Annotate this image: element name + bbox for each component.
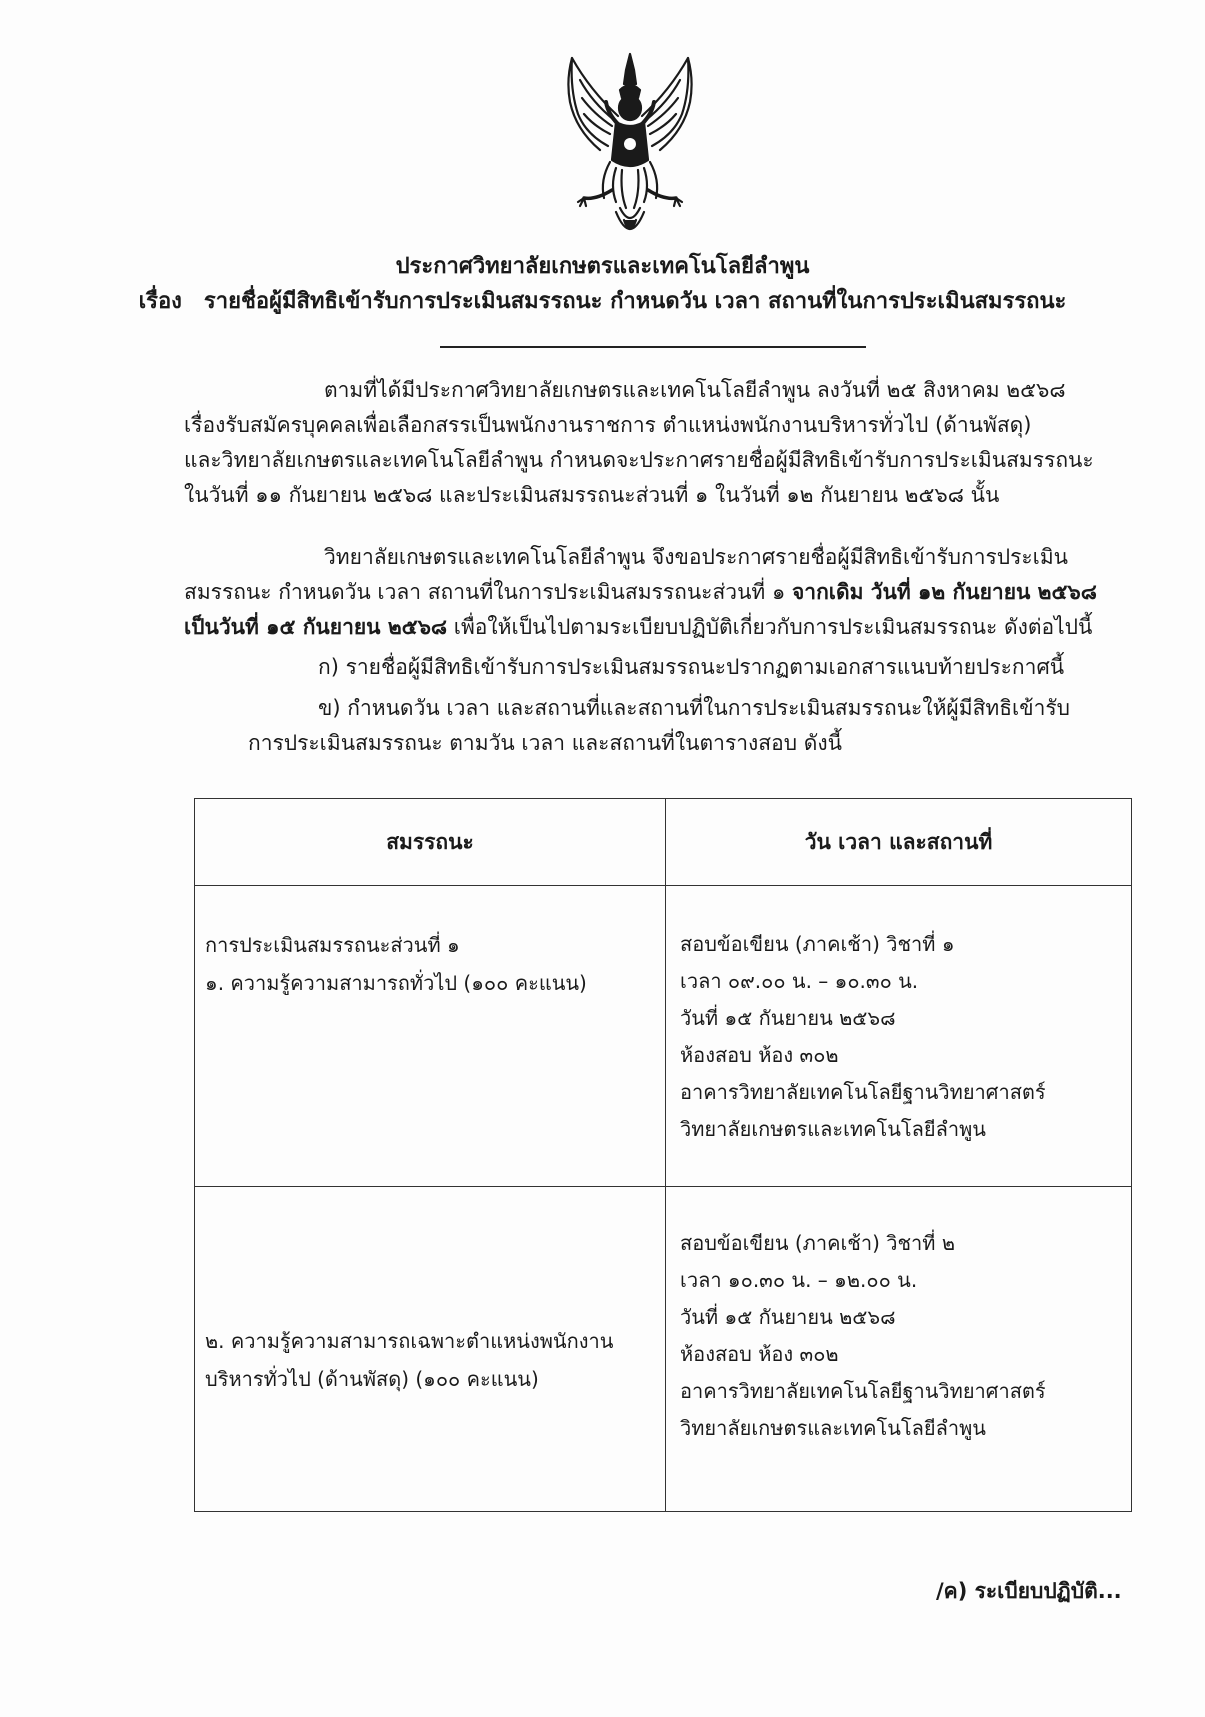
schedule-line: สอบข้อเขียน (ภาคเช้า) วิชาที่ ๒	[680, 1231, 956, 1255]
title-divider	[440, 346, 866, 348]
paragraph-1	[184, 373, 1132, 513]
table-row	[195, 886, 1132, 1187]
paragraph-1-line: และวิทยาลัยเกษตรและเทคโนโลยีลำพูน กำหนดจะประกาศรายชื่อผู้มีสิทธิเข้ารับการประเมินสมรรถนะ	[184, 448, 1094, 472]
paragraph-2-line	[184, 610, 1132, 645]
schedule-line: อาคารวิทยาลัยเทคโนโลยีฐานวิทยาศาสตร์	[680, 1379, 1046, 1403]
schedule-line: วันที่ ๑๕ กันยายน ๒๕๖๘	[680, 1006, 896, 1030]
competency-cell	[195, 886, 666, 1187]
paragraph-2-bold: เป็นวันที่ ๑๕ กันยายน ๒๕๖๘	[184, 615, 448, 639]
garuda-emblem-icon	[560, 50, 700, 250]
schedule-line: อาคารวิทยาลัยเทคโนโลยีฐานวิทยาศาสตร์	[680, 1080, 1046, 1104]
schedule-table	[194, 798, 1132, 1512]
subject-text: รายชื่อผู้มีสิทธิเข้ารับการประเมินสมรรถนะ กำหนดวัน เวลา สถานที่ในการประเมินสมรรถนะ	[203, 289, 1067, 314]
paragraph-2-text: เพื่อให้เป็นไปตามระเบียบปฏิบัติเกี่ยวกับการประเมินสมรรถนะ ดังต่อไปนี้	[447, 615, 1093, 639]
item-a: ก) รายชื่อผู้มีสิทธิเข้ารับการประเมินสมรรถนะปรากฏตามเอกสารแนบท้ายประกาศนี้	[318, 655, 1065, 679]
header-schedule: วัน เวลา และสถานที่	[666, 799, 1132, 886]
table-header-row	[195, 799, 1132, 886]
schedule-line: วิทยาลัยเกษตรและเทคโนโลยีลำพูน	[680, 1117, 986, 1141]
announcement-title: ประกาศวิทยาลัยเกษตรและเทคโนโลยีลำพูน	[395, 254, 810, 279]
announcement-subject	[0, 283, 1205, 318]
continuation-note: /ค) ระเบียบปฏิบัติ...	[936, 1579, 1122, 1603]
schedule-cell	[666, 1187, 1132, 1512]
paragraph-2-text: สมรรถนะ กำหนดวัน เวลา สถานที่ในการประเมินสมรรถนะส่วนที่ ๑	[184, 580, 792, 604]
schedule-line: สอบข้อเขียน (ภาคเช้า) วิชาที่ ๑	[680, 932, 955, 956]
competency-cell	[195, 1187, 666, 1512]
paragraph-1-line: ตามที่ได้มีประกาศวิทยาลัยเกษตรและเทคโนโลยีลำพูน ลงวันที่ ๒๕ สิงหาคม ๒๕๖๘	[324, 378, 1066, 402]
competency-line: ๒. ความรู้ความสามารถเฉพาะตำแหน่งพนักงาน	[205, 1329, 614, 1353]
competency-line: การประเมินสมรรถนะส่วนที่ ๑	[205, 933, 460, 957]
schedule-line: ห้องสอบ ห้อง ๓๐๒	[680, 1342, 839, 1366]
paragraph-1-line: ในวันที่ ๑๑ กันยายน ๒๕๖๘ และประเมินสมรรถนะส่วนที่ ๑ ในวันที่ ๑๒ กันยายน ๒๕๖๘ นั้น	[184, 483, 1000, 507]
item-b-line-2: การประเมินสมรรถนะ ตามวัน เวลา และสถานที่ในตารางสอบ ดังนี้	[248, 731, 842, 755]
paragraph-2	[184, 540, 1132, 645]
schedule-line: วิทยาลัยเกษตรและเทคโนโลยีลำพูน	[680, 1416, 986, 1440]
paragraph-1-line: เรื่องรับสมัครบุคคลเพื่อเลือกสรรเป็นพนักงานราชการ ตำแหน่งพนักงานบริหารทั่วไป (ด้านพัสดุ)	[184, 413, 1032, 437]
subject-label: เรื่อง	[138, 289, 182, 314]
table-row	[195, 1187, 1132, 1512]
schedule-line: ห้องสอบ ห้อง ๓๐๒	[680, 1043, 839, 1067]
paragraph-2-bold: จากเดิม วันที่ ๑๒ กันยายน ๒๕๖๘	[791, 580, 1097, 604]
paragraph-2-line: วิทยาลัยเกษตรและเทคโนโลยีลำพูน จึงขอประกาศรายชื่อผู้มีสิทธิเข้ารับการประเมิน	[324, 545, 1069, 569]
schedule-line: เวลา ๑๐.๓๐ น. – ๑๒.๐๐ น.	[680, 1268, 918, 1292]
competency-line: ๑. ความรู้ความสามารถทั่วไป (๑๐๐ คะแนน)	[205, 971, 587, 995]
item-b-line-1: ข) กำหนดวัน เวลา และสถานที่และสถานที่ในการประเมินสมรรถนะให้ผู้มีสิทธิเข้ารับ	[318, 696, 1070, 720]
header-competency: สมรรถนะ	[195, 799, 666, 886]
competency-line: บริหารทั่วไป (ด้านพัสดุ) (๑๐๐ คะแนน)	[205, 1367, 539, 1391]
schedule-line: วันที่ ๑๕ กันยายน ๒๕๖๘	[680, 1305, 896, 1329]
paragraph-2-line	[184, 575, 1132, 610]
schedule-line: เวลา ๐๙.๐๐ น. – ๑๐.๓๐ น.	[680, 969, 919, 993]
schedule-cell	[666, 886, 1132, 1187]
